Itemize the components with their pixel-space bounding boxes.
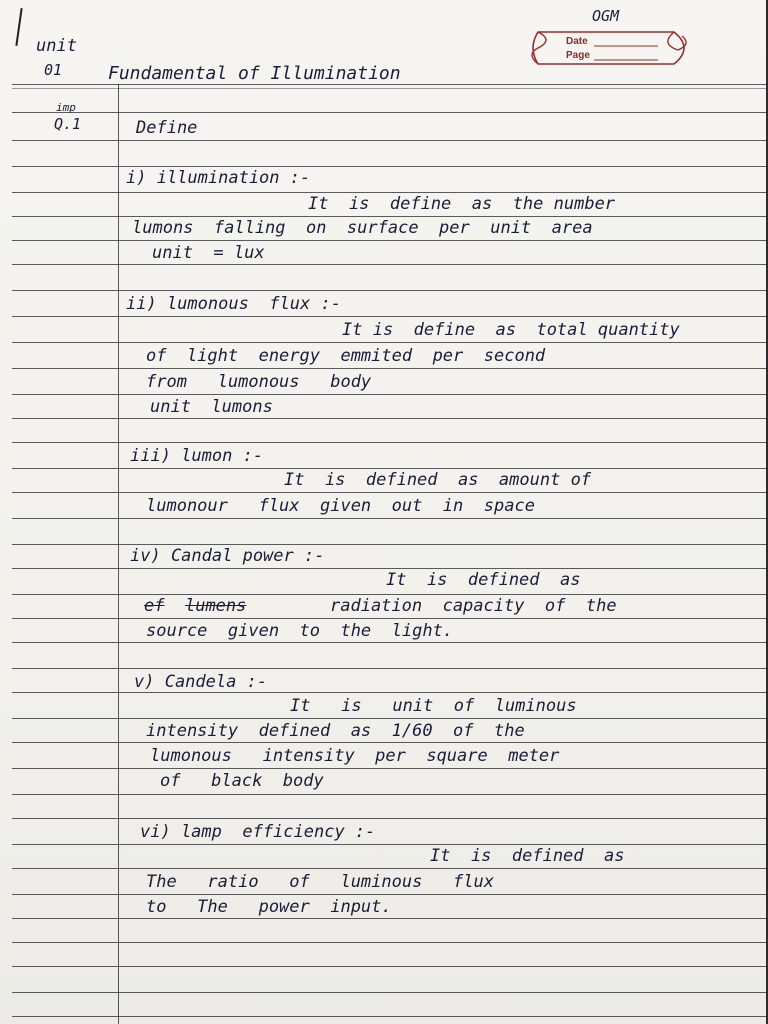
importance-mark: imp [56, 101, 76, 114]
section-2-line-4: unit lumons [150, 397, 273, 417]
section-2-line-1: It is define as total quantity [342, 320, 680, 340]
section-1-line-1: It is define as the number [308, 194, 616, 214]
section-5-line-4: of black body [160, 771, 324, 791]
section-4-strikeout [144, 596, 246, 616]
struck-text-1: ef [144, 596, 165, 616]
section-5-line-2: intensity defined as 1/60 of the [146, 721, 525, 741]
section-2-line-3: from lumonous body [146, 372, 372, 392]
stamp-date-label: Date [566, 36, 588, 47]
section-4-line-1: It is defined as [386, 570, 581, 590]
unit-label: unit [36, 36, 77, 56]
corner-code: OGM [592, 7, 620, 25]
section-1-heading: i) illumination :- [126, 168, 311, 188]
unit-number: 01 [44, 61, 63, 79]
struck-text-2: lumens [184, 596, 247, 616]
section-6-heading: vi) lamp efficiency :- [140, 822, 376, 842]
section-1-line-2: lumons falling on surface per unit area [132, 218, 593, 238]
section-5-line-1: It is unit of luminous [290, 696, 577, 716]
section-3-heading: iii) lumon :- [130, 446, 264, 466]
date-page-stamp [524, 24, 696, 72]
section-3-line-2: lumonour flux given out in space [146, 496, 535, 516]
margin-line [118, 84, 119, 1024]
stamp-scroll-icon [524, 24, 696, 72]
section-4-heading: iv) Candal power :- [130, 546, 325, 566]
section-6-line-1: It is defined as [430, 846, 625, 866]
question-text: Define [136, 118, 198, 138]
section-1-line-3: unit = lux [152, 243, 265, 263]
question-number: Q.1 [54, 115, 82, 133]
pen-mark [15, 8, 22, 46]
section-3-line-1: It is defined as amount of [284, 470, 592, 490]
section-4-line-2: radiation capacity of the [330, 596, 617, 616]
page-title: Fundamental of Illumination [108, 63, 401, 84]
section-5-heading: v) Candela :- [134, 672, 268, 692]
section-6-line-2: The ratio of luminous flux [146, 872, 494, 892]
stamp-page-label: Page [566, 50, 590, 61]
section-6-line-3: to The power input. [146, 897, 392, 917]
section-4-line-3: source given to the light. [146, 621, 454, 641]
section-5-line-3: lumonous intensity per square meter [150, 746, 560, 766]
section-2-heading: ii) lumonous flux :- [126, 294, 341, 314]
section-2-line-2: of light energy emmited per second [146, 346, 546, 366]
